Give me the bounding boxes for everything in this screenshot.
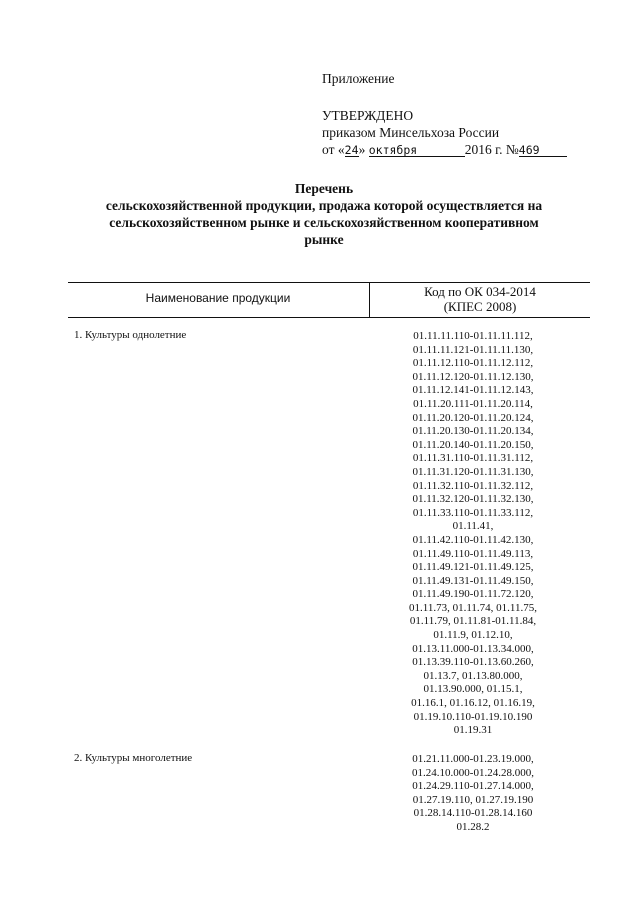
okpd-code: 01.13.39.110-01.13.60.260, [412,656,534,669]
okpd-code: 01.11.73, 01.11.74, 01.11.75, [408,601,538,614]
okpd-code: 01.19.31 [453,724,493,737]
okpd-code: 01.24.29.110-01.27.14.000, [412,780,534,793]
okpd-code: 01.13.11.000-01.13.34.000, [412,642,534,655]
okpd-code: 01.11.32.110-01.11.32.112, [412,479,534,492]
column-header-code-line-2: (КПЕС 2008) [443,299,517,314]
okpd-code: 01.11.11.110-01.11.11.112, [413,330,533,342]
date-prefix: от « [322,142,345,157]
okpd-code: 01.11.33.110-01.11.33.112, [412,506,534,519]
approved-label: УТВЕРЖДЕНО [322,108,414,123]
order-number: 469 [519,142,567,157]
table-top-rule [68,282,590,283]
date-mid: » [358,142,366,157]
title-line-3: сельскохозяйственном рынке и сельскохозяйственном кооперативном [109,215,539,230]
row-label-annual-crops: 1. Культуры однолетние [74,329,187,341]
okpd-code: 01.11.12.141-01.11.12.143, [412,384,534,397]
okpd-code: 01.27.19.110, 01.27.19.190 [412,793,534,806]
okpd-code: 01.24.10.000-01.24.28.000, [412,766,534,779]
document-title [60,180,588,248]
okpd-code: 01.11.49.190-01.11.72.120, [412,588,534,601]
okpd-code: 01.13.7, 01.13.80.000, [423,669,523,682]
okpd-code: 01.11.20.130-01.11.20.134, [412,425,534,438]
row-codes-annual-crops [370,330,576,738]
okpd-code: 01.13.90.000, 01.15.1, [423,683,523,696]
okpd-code: 01.11.31.110-01.11.31.112, [412,452,534,465]
okpd-code: 01.11.12.120-01.11.12.130, [412,370,534,383]
approval-block [322,70,567,158]
okpd-code: 01.11.11.121-01.11.11.130, [412,343,534,356]
okpd-code: 01.11.41, [452,520,494,533]
title-line-2: сельскохозяйственной продукции, продажа которой осуществляется на [105,198,543,213]
okpd-code: 01.28.14.110-01.28.14.160 [413,807,533,820]
okpd-code: 01.11.31.120-01.11.31.130, [412,465,534,478]
okpd-code: 01.11.20.140-01.11.20.150, [412,438,534,451]
year-suffix: 2016 г. № [464,142,519,157]
okpd-code: 01.19.10.110-01.19.10.190 [413,710,533,723]
okpd-code: 01.11.49.131-01.11.49.150, [412,574,534,587]
okpd-code: 01.21.11.000-01.23.19.000, [412,753,534,765]
okpd-code: 01.11.49.121-01.11.49.125, [412,561,534,574]
okpd-code: 01.11.12.110-01.11.12.112, [412,357,534,370]
okpd-code: 01.11.9, 01.12.10, [433,629,513,642]
okpd-code: 01.11.20.111-01.11.20.114, [413,397,533,410]
column-header-code [370,284,590,314]
okpd-code: 01.11.42.110-01.11.42.130, [412,533,534,546]
table-header-rule [68,317,590,318]
title-line-1: Перечень [294,181,354,196]
order-month: октября [369,142,465,157]
okpd-code: 01.11.20.120-01.11.20.124, [412,411,534,424]
okpd-code: 01.28.2 [456,820,490,833]
okpd-code: 01.16.1, 01.16.12, 01.16.19, [411,697,535,710]
row-label-perennial-crops: 2. Культуры многолетние [74,752,193,764]
column-header-code-line-1: Код по ОК 034-2014 [424,284,536,299]
order-reference: приказом Минсельхоза России [322,125,500,140]
okpd-code: 01.11.79, 01.11.81-01.11.84, [409,615,537,628]
appendix-label: Приложение [322,71,395,86]
okpd-code: 01.11.32.120-01.11.32.130, [412,493,534,506]
row-codes-perennial-crops [370,753,576,835]
order-day: 24 [344,143,359,157]
title-line-4: рынке [304,232,344,247]
column-header-name: Наименование продукции [145,291,291,305]
okpd-code: 01.11.49.110-01.11.49.113, [412,547,534,560]
order-date-line [322,141,567,158]
